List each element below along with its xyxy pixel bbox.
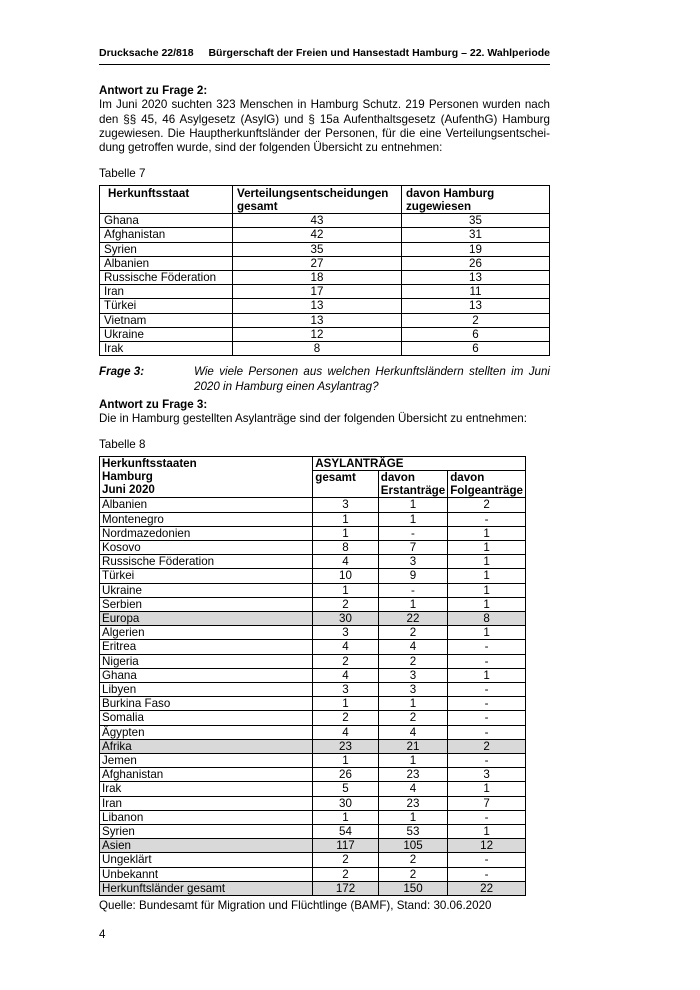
table7-country-cell: Russische Föderation [100,271,233,285]
table8-value-cell: 8 [448,611,526,625]
table7-country-cell: Ghana [100,214,233,228]
table8-value-cell: 4 [378,782,447,796]
table7-value-cell: 12 [233,327,402,341]
table7-row [100,299,550,313]
table8-value-cell: 1 [313,697,379,711]
table8-country-cell: Unbekannt [100,867,313,881]
table8-value-cell: 30 [313,796,379,810]
table8-value-cell: 4 [313,640,379,654]
table8-row [100,810,526,824]
table8-country-cell: Herkunftsländer gesamt [100,881,313,895]
answer2-line: dung getroffen wurde, sind der folgenden Übersicht zu entnehmen: [99,141,443,155]
table8-value-cell: - [448,853,526,867]
answer2-line: den §§ 45, 46 Asylgesetz (AsylG) und § 15a Aufenthaltsgesetz (AufenthG) Hamburg [99,112,550,126]
table7-value-cell: 2 [402,313,550,327]
table8-country-cell: Burkina Faso [100,697,313,711]
table8-row [100,824,526,838]
table7-country-cell: Afghanistan [100,228,233,242]
table8-value-cell: - [378,526,447,540]
table8-value-cell: 2 [378,867,447,881]
table8-value-cell: 1 [378,498,447,512]
table8-value-cell: 1 [448,597,526,611]
table8-country-cell: Ungeklärt [100,853,313,867]
table8-row [100,697,526,711]
table7-row [100,313,550,327]
table8-value-cell: 30 [313,611,379,625]
table8-header-line: Hamburg [102,469,153,483]
table8-row [100,583,526,597]
table8-value-cell: 9 [378,569,447,583]
table8-value-cell: 23 [378,796,447,810]
table8-row [100,597,526,611]
table7-country-cell: Syrien [100,242,233,256]
answer2-paragraph [99,98,550,155]
table8-country-cell: Eritrea [100,640,313,654]
table8-value-cell: 2 [313,867,379,881]
table8-row [100,796,526,810]
table8-value-cell: 8 [313,540,379,554]
table8-country-cell: Ghana [100,668,313,682]
table8-value-cell: 7 [378,540,447,554]
table8-country-cell: Afghanistan [100,768,313,782]
table7-value-cell: 35 [233,242,402,256]
table7-header-row [100,185,550,213]
table7-value-cell: 6 [402,327,550,341]
table8-value-cell: 2 [378,626,447,640]
table8 [99,456,526,896]
table8-value-cell: 12 [448,839,526,853]
table8-value-cell: - [448,711,526,725]
table8-country-cell: Somalia [100,711,313,725]
table8-value-cell: 21 [378,739,447,753]
table8-value-cell: 4 [313,668,379,682]
table8-value-cell: 10 [313,569,379,583]
table7-value-cell: 43 [233,214,402,228]
table7-value-cell: 13 [402,299,550,313]
table8-row [100,867,526,881]
table8-country-cell: Afrika [100,739,313,753]
table8-header-cell: gesamt [313,470,379,497]
table8-row [100,768,526,782]
table8-value-cell: 1 [448,526,526,540]
answer3-heading: Antwort zu Frage 3: [99,397,208,411]
table8-value-cell: 1 [378,597,447,611]
table7-value-cell: 13 [233,299,402,313]
table8-value-cell: 1 [448,824,526,838]
table7-row [100,271,550,285]
table7-value-cell: 42 [233,228,402,242]
table8-value-cell: 3 [378,555,447,569]
table7-value-cell: 18 [233,271,402,285]
table8-value-cell: 7 [448,796,526,810]
table8-header-line: Herkunftsstaaten [102,456,197,470]
table8-value-cell: 3 [313,682,379,696]
table8-value-cell: 4 [378,640,447,654]
table8-row [100,725,526,739]
table8-country-cell: Nordmazedonien [100,526,313,540]
table8-value-cell: 2 [313,711,379,725]
question3-text: Wie viele Personen aus welchen Herkunftsländern stellten im Juni 2020 in Hamburg einen Asylantrag? [194,365,550,393]
table7-row [100,256,550,270]
table8-country-cell: Irak [100,782,313,796]
table8-country-cell: Libyen [100,682,313,696]
table8-country-cell: Russische Föderation [100,555,313,569]
table8-country-cell: Libanon [100,810,313,824]
table8-value-cell: - [448,682,526,696]
table8-row [100,512,526,526]
table8-value-cell: 1 [313,526,379,540]
table8-value-cell: - [448,810,526,824]
table8-header-cell: davon Erstanträge [378,470,447,497]
table8-value-cell: 1 [313,583,379,597]
table8-country-cell: Serbien [100,597,313,611]
question3-label: Frage 3: [99,365,145,379]
table7-value-cell: 11 [402,285,550,299]
table8-value-cell: 3 [313,626,379,640]
answer3-text: Die in Hamburg gestellten Asylanträge sind der folgenden Übersicht zu entnehmen: [99,412,527,426]
table8-row [100,526,526,540]
table8-value-cell: - [448,697,526,711]
table8-value-cell: 2 [378,654,447,668]
table7-value-cell: 13 [402,271,550,285]
table8-value-cell: 1 [448,540,526,554]
table7-row [100,214,550,228]
table8-value-cell: 1 [448,569,526,583]
table7-country-cell: Ukraine [100,327,233,341]
table8-header-row [100,456,526,470]
table8-value-cell: 3 [378,668,447,682]
table7-country-cell: Irak [100,342,233,356]
table7-row [100,242,550,256]
table8-value-cell: - [448,512,526,526]
table8-value-cell: 2 [378,853,447,867]
table8-value-cell: 1 [313,753,379,767]
table8-country-cell: Iran [100,796,313,810]
answer2-line: zugewiesen. Die Hauptherkunftsländer der Personen, für die eine Verteilungsentschei- [99,126,550,140]
table8-row [100,555,526,569]
parliament-title: Bürgerschaft der Freien und Hansestadt Hamburg – 22. Wahlperiode [208,47,550,59]
table7-value-cell: 35 [402,214,550,228]
table8-country-cell: Ukraine [100,583,313,597]
table8-value-cell: 5 [313,782,379,796]
table8-value-cell: 1 [448,668,526,682]
table8-value-cell: 172 [313,881,379,895]
question3 [99,365,550,394]
table8-value-cell: 1 [448,782,526,796]
table7-header-cell: Herkunftsstaat [100,185,233,213]
table7-row [100,285,550,299]
table8-country-cell: Ägypten [100,725,313,739]
table8-value-cell: 105 [378,839,447,853]
table7-header-cell: davon Hamburg zugewiesen [402,185,550,213]
table8-country-cell: Jemen [100,753,313,767]
table8-value-cell: 1 [448,555,526,569]
table8-value-cell: 2 [378,711,447,725]
table8-value-cell: - [448,640,526,654]
table8-value-cell: 1 [313,512,379,526]
table7-country-cell: Albanien [100,256,233,270]
table8-header-group: ASYLANTRÄGE [313,456,526,470]
table8-value-cell: 2 [448,739,526,753]
table7-value-cell: 31 [402,228,550,242]
table8-country-cell: Nigeria [100,654,313,668]
table7-value-cell: 19 [402,242,550,256]
table8-row [100,753,526,767]
table8-value-cell: 3 [378,682,447,696]
table7-value-cell: 6 [402,342,550,356]
table8-value-cell: 22 [448,881,526,895]
table7 [99,185,550,356]
table8-value-cell: 1 [313,810,379,824]
table8-country-cell: Montenegro [100,512,313,526]
table8-row [100,711,526,725]
answer2-line: Im Juni 2020 suchten 323 Menschen in Hamburg Schutz. 219 Personen wurden nach [99,98,550,112]
document-number: Drucksache 22/818 [99,47,194,59]
table7-value-cell: 26 [402,256,550,270]
table7-country-cell: Vietnam [100,313,233,327]
page-number: 4 [99,928,106,941]
table8-value-cell: 4 [378,725,447,739]
table8-country-cell: Syrien [100,824,313,838]
answer2-heading: Antwort zu Frage 2: [99,84,208,97]
table8-country-cell: Asien [100,839,313,853]
table8-value-cell: 23 [313,739,379,753]
table8-value-cell: 117 [313,839,379,853]
table8-row [100,782,526,796]
table8-value-cell: 23 [378,768,447,782]
table8-row [100,853,526,867]
table8-caption: Tabelle 8 [99,438,146,452]
table8-value-cell: 1 [378,810,447,824]
table8-source: Quelle: Bundesamt für Migration und Flüchtlinge (BAMF), Stand: 30.06.2020 [99,899,492,912]
table8-value-cell: 54 [313,824,379,838]
table8-row [100,626,526,640]
table7-country-cell: Türkei [100,299,233,313]
table8-value-cell: - [448,725,526,739]
table7-value-cell: 13 [233,313,402,327]
table8-row [100,498,526,512]
table8-country-cell: Kosovo [100,540,313,554]
table8-country-cell: Algerien [100,626,313,640]
table7-row [100,342,550,356]
table8-value-cell: 3 [448,768,526,782]
table8-row [100,569,526,583]
table8-value-cell: 22 [378,611,447,625]
table8-row [100,654,526,668]
page-content [99,84,550,913]
table8-value-cell: 4 [313,725,379,739]
table8-value-cell: - [448,654,526,668]
table8-value-cell: 1 [448,583,526,597]
table7-caption: Tabelle 7 [99,167,146,181]
table8-row [100,668,526,682]
table8-subtotal-row [100,839,526,853]
table8-value-cell: 1 [378,753,447,767]
table7-row [100,228,550,242]
table8-country-cell: Europa [100,611,313,625]
table7-row [100,327,550,341]
table8-value-cell: 2 [313,597,379,611]
table7-value-cell: 8 [233,342,402,356]
table7-value-cell: 17 [233,285,402,299]
table8-value-cell: 1 [378,697,447,711]
table8-value-cell: 1 [378,512,447,526]
table8-value-cell: 2 [448,498,526,512]
table8-value-cell: 3 [313,498,379,512]
table8-header-line: Juni 2020 [102,483,155,497]
table8-subtotal-row [100,739,526,753]
header-divider [99,64,550,65]
table8-value-cell: 53 [378,824,447,838]
table8-header-cell: davon Folgeanträge [448,470,526,497]
table8-row [100,640,526,654]
table8-subtotal-row [100,611,526,625]
table8-value-cell: 26 [313,768,379,782]
table8-country-cell: Türkei [100,569,313,583]
table8-value-cell: - [448,867,526,881]
table8-row [100,682,526,696]
table7-header-cell: Verteilungsentscheidungen gesamt [233,185,402,213]
table8-value-cell: 2 [313,853,379,867]
table8-row [100,540,526,554]
table8-country-cell: Albanien [100,498,313,512]
table8-value-cell: 2 [313,654,379,668]
table7-country-cell: Iran [100,285,233,299]
table8-subtotal-row [100,881,526,895]
table8-value-cell: 1 [448,626,526,640]
table8-value-cell: - [378,583,447,597]
table8-value-cell: 150 [378,881,447,895]
table8-value-cell: 4 [313,555,379,569]
page-header [99,47,550,65]
table7-value-cell: 27 [233,256,402,270]
table8-value-cell: - [448,753,526,767]
table8-header-country [100,456,313,498]
